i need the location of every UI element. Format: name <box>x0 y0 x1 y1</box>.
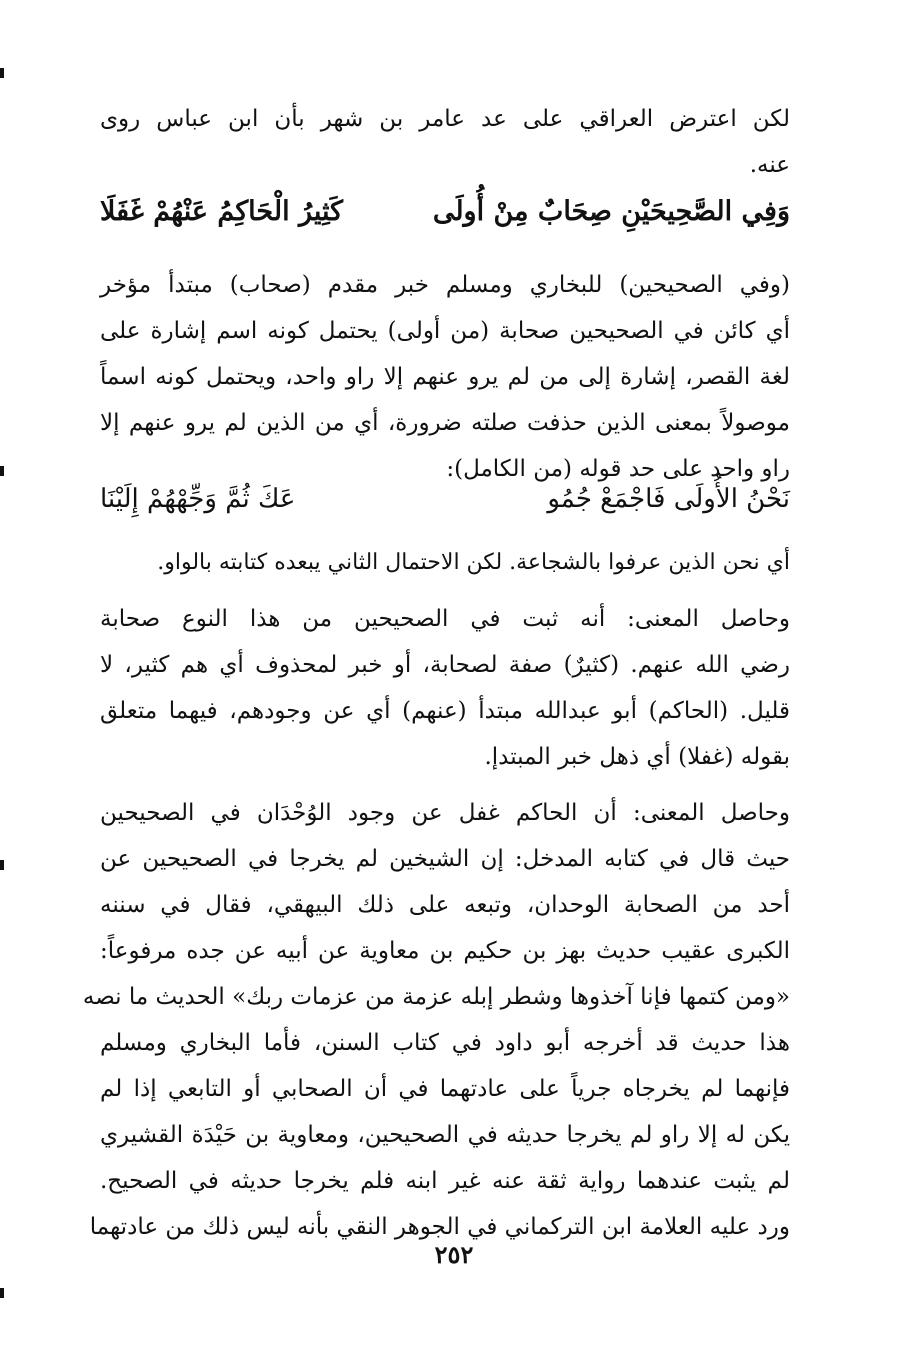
text-line: فإنهما لم يخرجاه جرياً على عادتهما في أن الصحابي أو التابعي إذا لم <box>100 1076 790 1102</box>
verse-first-hemistich: وَفِي الصَّحِيحَيْنِ صِحَابٌ مِنْ أُولَى <box>432 196 790 227</box>
text-line: (وفي الصحيحين) للبخاري ومسلم خبر مقدم (صحاب) مبتدأ مؤخر <box>100 272 790 298</box>
poem-second-hemistich: عَكَ ثُمَّ وَجِّهْهُمْ إِلَيْنَا <box>100 484 296 514</box>
text-line: راو واحد على حد قوله (من الكامل): <box>446 456 790 482</box>
text-line: موصولاً بمعنى الذين حذفت صلته ضرورة، أي من الذين لم يرو عنهم إلا <box>100 410 790 436</box>
poem-first-hemistich: نَحْنُ الأُولَى فَاجْمَعْ جُمُو <box>547 484 790 514</box>
scan-edge-mark <box>0 68 4 78</box>
text-line: بقوله (غفلا) أي ذهل خبر المبتدإ. <box>484 744 790 770</box>
text-line: أي كائن في الصحيحين صحابة (من أولى) يحتمل كونه اسم إشارة على <box>100 318 790 344</box>
page-number: ٢٥٢ <box>434 1240 474 1269</box>
text-line: هذا حديث قد أخرجه أبو داود في كتاب السنن، فأما البخاري ومسلم <box>100 1030 790 1056</box>
text-line: «ومن كتمها فإنا آخذوها وشطر إبله عزمة من عزمات ربك» الحديث ما نصه <box>82 984 790 1010</box>
note-paragraph <box>100 540 790 586</box>
meaning-paragraph-2 <box>82 790 790 1250</box>
text-line: لكن اعترض العراقي على عد عامر بن شهر بأن ابن عباس روى <box>100 106 790 132</box>
text-line: أحد من الصحابة الوحدان، وتبعه على ذلك البيهقي، فقال في سننه <box>100 892 790 918</box>
text-line: ورد عليه العلامة ابن التركماني في الجوهر النقي بأنه ليس ذلك من عادتهما <box>89 1214 790 1240</box>
verse-second-hemistich: كَثِيرُ الْحَاكِمُ عَنْهُمْ غَفَلَا <box>100 196 344 227</box>
scan-edge-mark <box>0 860 4 870</box>
text-line: لم يثبت عندهما رواية ثقة عنه غير ابنه فلم يخرجا حديثه في الصحيح. <box>100 1168 790 1194</box>
text-line: وحاصل المعنى: أن الحاكم غفل عن وجود الوُحْدَان في الصحيحين <box>100 800 790 826</box>
explanation-paragraph <box>100 262 790 492</box>
text-line: الكبرى عقيب حديث بهز بن حكيم بن معاوية عن أبيه عن جده مرفوعاً: <box>100 938 790 964</box>
poem-verse-heading <box>100 192 790 242</box>
text-line: حيث قال في كتابه المدخل: إن الشيخين لم يخرجا في الصحيحين عن <box>100 846 790 872</box>
text-line: عنه. <box>749 152 790 178</box>
text-line: أي نحن الذين عرفوا بالشجاعة. لكن الاحتمال الثاني يبعده كتابته بالواو. <box>157 550 790 575</box>
text-line: يكن له إلا راو لم يخرجا حديثه في الصحيحين، ومعاوية بن حَيْدَة القشيري <box>100 1122 790 1148</box>
quoted-poem-line <box>100 482 790 530</box>
intro-paragraph <box>100 96 790 188</box>
text-line: لغة القصر، إشارة إلى من لم يرو عنهم إلا راو واحد، ويحتمل كونه اسماً <box>100 364 790 390</box>
scan-edge-mark <box>0 466 4 476</box>
scan-edge-mark <box>0 1288 4 1298</box>
text-line: قليل. (الحاكم) أبو عبدالله مبتدأ (عنهم) أي عن وجودهم، فيهما متعلق <box>100 698 790 724</box>
text-line: وحاصل المعنى: أنه ثبت في الصحيحين من هذا النوع صحابة <box>100 606 790 632</box>
meaning-paragraph-1 <box>100 596 790 780</box>
text-line: رضي الله عنهم. (كثيرٌ) صفة لصحابة، أو خبر لمحذوف أي هم كثير، لا <box>100 652 790 678</box>
